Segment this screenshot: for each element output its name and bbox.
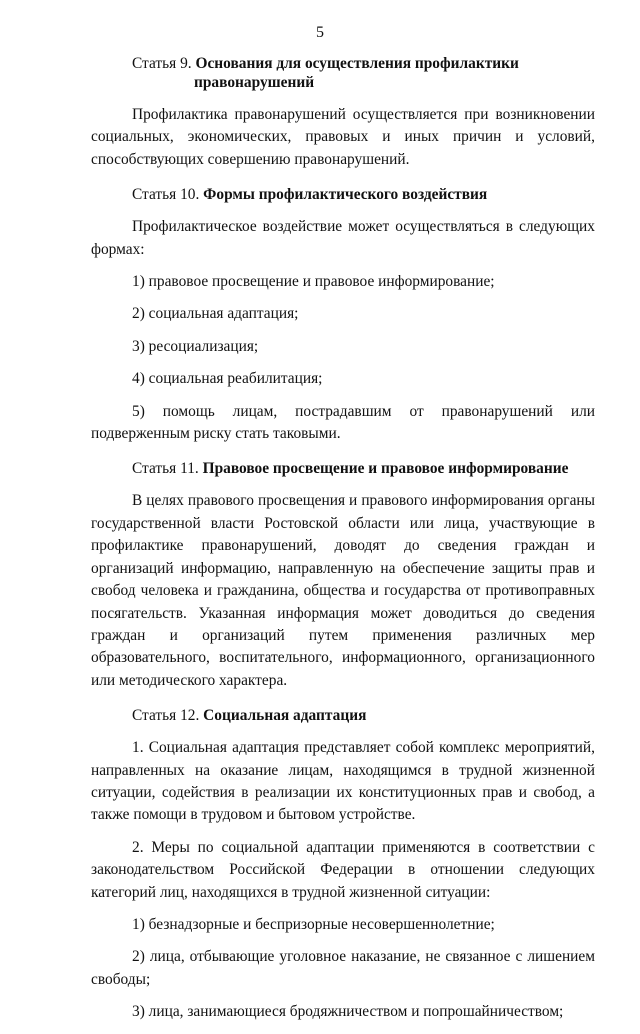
paragraph: В целях правового просвещения и правового информирования органы государственной власти Ростовской области или лица, участвующие в профилактике правонарушений, доводят до сведения граждан и организаций информацию, направленную на обеспечение защиты прав и свобод человека и гражданина, общества и государства от противоправных посягательств. Указанная информация может доводиться до сведения граждан и организаций путем применения различных мер образовательного, воспитательного, информационного, организационного или методического характера. xyxy=(91,492,595,689)
article-title: Правовое просвещение и правовое информирование xyxy=(202,460,569,478)
article-title: Социальная адаптация xyxy=(203,707,367,725)
article-number: Статья 10. xyxy=(132,186,204,204)
article-11-heading xyxy=(132,459,595,478)
article-12-heading xyxy=(132,706,595,725)
article-title-continuation: правонарушений xyxy=(194,74,315,91)
article-title: Формы профилактического воздействия xyxy=(203,186,488,204)
list-item: 4) социальная реабилитация; xyxy=(132,370,323,388)
list-item: 5) помощь лицам, пострадавшим от правонарушений или подверженным риску стать таковыми. xyxy=(91,402,595,443)
article-9-heading xyxy=(132,54,595,92)
list-item: 3) лица, занимающиеся бродяжничеством и попрошайничеством; xyxy=(132,1003,564,1021)
paragraph: Профилактика правонарушений осуществляется при возникновении социальных, экономических, правовых и иных причин и условий, способствующих совершению правонарушений. xyxy=(91,106,595,168)
list-item: 2) лица, отбывающие уголовное наказание, не связанное с лишением свободы; xyxy=(91,948,595,988)
paragraph: 2. Меры по социальной адаптации применяются в соответствии с законодательством Российской Федерации в отношении следующих категорий лиц, находящихся в трудной жизненной ситуации: xyxy=(91,838,595,901)
paragraph: Профилактическое воздействие может осуществляться в следующих формах: xyxy=(91,218,595,258)
list-item: 1) правовое просвещение и правовое информирование; xyxy=(132,273,495,291)
list-item: 1) безнадзорные и беспризорные несовершеннолетние; xyxy=(132,915,495,933)
article-number: Статья 11. xyxy=(132,460,203,478)
document-body xyxy=(91,54,595,1034)
page-number: 5 xyxy=(316,24,324,41)
article-title: Основания для осуществления профилактики xyxy=(195,55,519,72)
article-number: Статья 12. xyxy=(132,707,204,725)
paragraph: 1. Социальная адаптация представляет собой комплекс мероприятий, направленных на оказание лицам, находящимся в трудной жизненной ситуации, содействия в реализации их конституционных прав и свобод, а также помощи в трудовом и бытовом устройстве. xyxy=(91,739,595,824)
article-number: Статья 9. xyxy=(132,55,196,72)
list-item: 3) ресоциализация; xyxy=(132,337,259,355)
article-10-heading xyxy=(132,185,595,204)
list-item: 2) социальная адаптация; xyxy=(132,305,299,323)
